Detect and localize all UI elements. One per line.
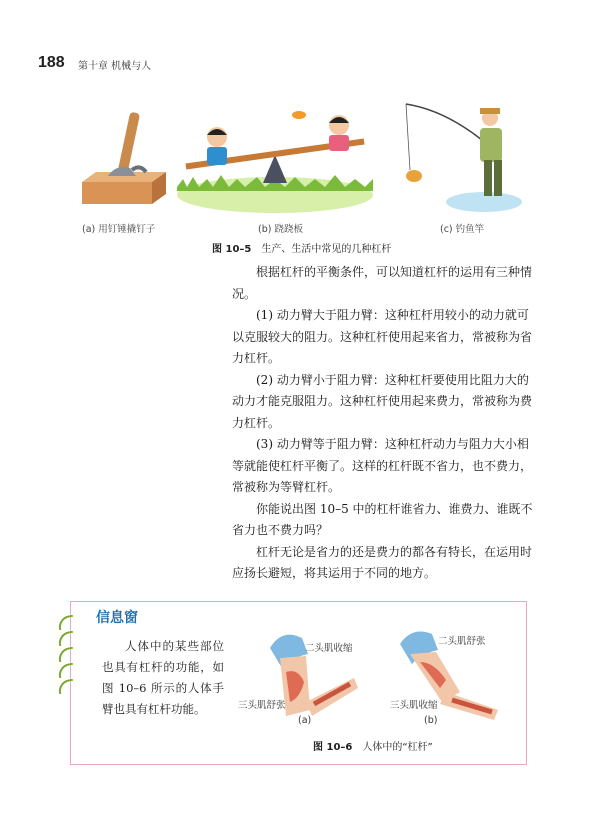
- figure-title: 人体中的“杠杆”: [362, 742, 433, 753]
- figure-label-c: (c) 钓鱼竿: [440, 224, 485, 235]
- seesaw-illustration: [175, 95, 375, 215]
- paragraph: (1) 动力臂大于阻力臂：这种杠杆用较小的动力就可以克服较大的阻力。这种杠杆使用起来省力，常被称为省力杠杆。: [232, 308, 533, 365]
- paragraph: 根据杠杆的平衡条件，可以知道杠杆的运用有三种情况。: [232, 265, 533, 301]
- arm-b-bottom-label: 三头肌收缩: [390, 700, 438, 711]
- arm-a-tag: (a): [298, 715, 312, 726]
- page-number: 188: [38, 54, 65, 71]
- paragraph: 你能说出图 10–5 中的杠杆谁省力、谁费力、谁既不省力也不费力吗？: [232, 501, 533, 537]
- chapter-title: 第十章 机械与人: [78, 61, 152, 72]
- fishing-rod-illustration: [404, 100, 524, 218]
- figure-10-6-caption: [313, 738, 433, 753]
- paragraph: (2) 动力臂小于阻力臂：这种杠杆要使用比阻力大的动力才能克服阻力。这种杠杆使用起来费力，常被称为费力杠杆。: [232, 372, 533, 430]
- arm-a-bottom-label: 三头肌舒张: [238, 700, 286, 711]
- info-window-text: 人体中的某些部位也具有杠杆的功能，如图 10–6 所示的人体手臂也具有杠杆功能。: [102, 639, 224, 716]
- paragraph: 杠杆无论是省力的还是费力的都各有特长，在运用时应扬长避短，将其运用于不同的地方。: [232, 544, 533, 580]
- figure-label-b: (b) 跷跷板: [258, 224, 303, 235]
- figure-number: 图 10–5: [212, 244, 252, 255]
- main-text: [232, 262, 540, 585]
- figure-label-a: (a) 用钉锤撬钉子: [82, 224, 156, 235]
- figure-10-5-caption: [212, 240, 391, 255]
- figure-title: 生产、生活中常见的几种杠杆: [261, 244, 392, 255]
- arm-a-top-label: 二头肌收缩: [305, 643, 353, 654]
- arm-b-top-label: 二头肌舒张: [438, 636, 486, 647]
- info-window-title: 信息窗: [96, 610, 138, 626]
- arm-b-tag: (b): [424, 715, 438, 726]
- figure-number: 图 10–6: [313, 742, 353, 753]
- hammer-illustration: [78, 106, 170, 208]
- paragraph: (3) 动力臂等于阻力臂：这种杠杆动力与阻力大小相等就能使杠杆平衡了。这样的杠杆既不省力，也不费力，常被称为等臂杠杆。: [232, 437, 533, 494]
- binder-rings-icon: [58, 616, 80, 696]
